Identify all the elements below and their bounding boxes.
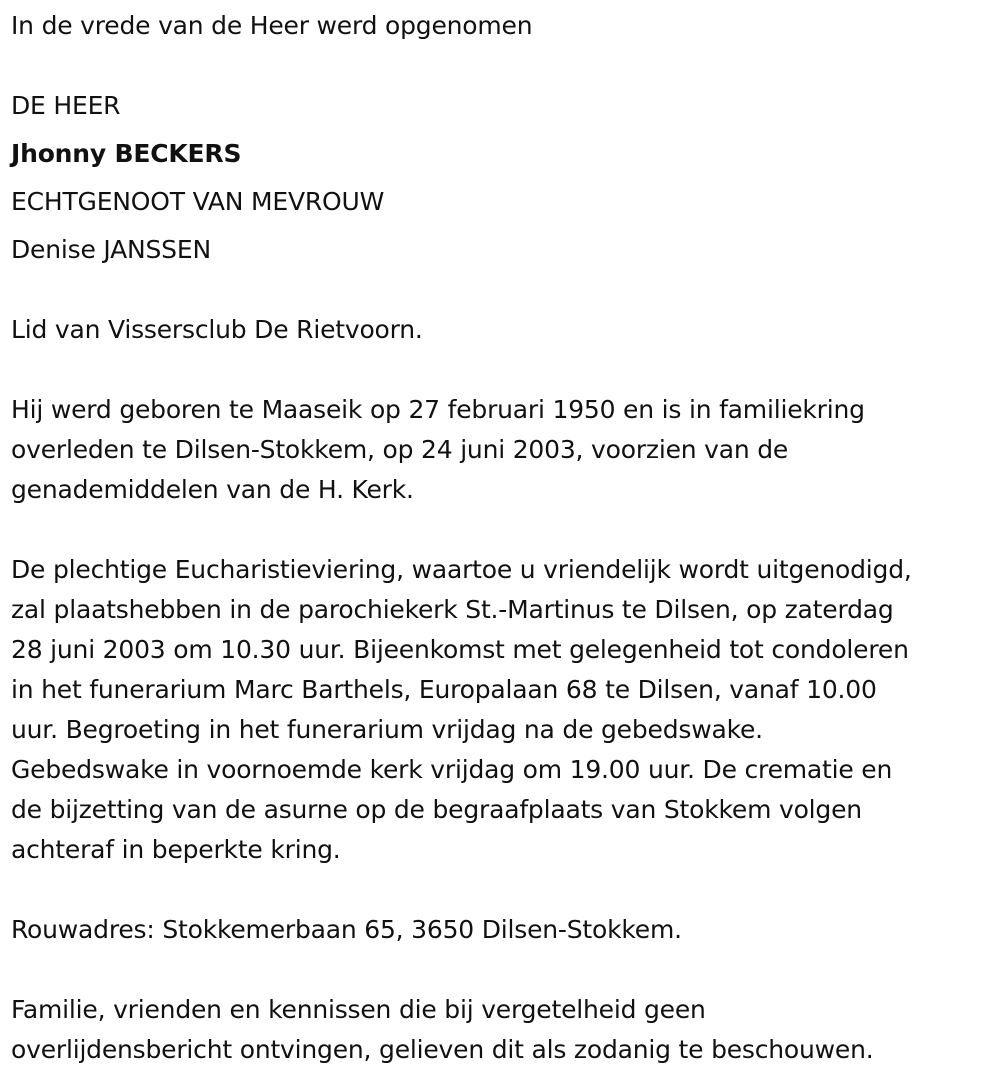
title-line: DE HEER [11,91,121,120]
spacer [11,270,996,310]
paragraph-line: overlijdensbericht ontvingen, gelieven dit als zodanig te beschouwen. [11,1035,874,1064]
obituary-notice [11,6,996,1070]
spacer [11,510,996,550]
paragraph-line: in het funerarium Marc Barthels, Europalaan 68 te Dilsen, vanaf 10.00 [11,675,877,704]
paragraph-line: Hij werd geboren te Maaseik op 27 februari 1950 en is in familiekring [11,395,865,424]
birth-paragraph [11,390,996,510]
paragraph-line: uur. Begroeting in het funerarium vrijdag na de gebedswake. [11,715,763,744]
spacer [11,870,996,910]
membership-text: Lid van Vissersclub De Rietvoorn. [11,315,423,344]
intro-text: In de vrede van de Heer werd opgenomen [11,11,533,40]
paragraph-line: overleden te Dilsen-Stokkem, op 24 juni 2003, voorzien van de [11,435,789,464]
paragraph-line: Gebedswake in voornoemde kerk vrijdag om 19.00 uur. De crematie en [11,755,893,784]
paragraph-line: genademiddelen van de H. Kerk. [11,475,414,504]
paragraph-line: zal plaatshebben in de parochiekerk St.-Martinus te Dilsen, op zaterdag [11,595,894,624]
paragraph-line: De plechtige Eucharistieviering, waartoe u vriendelijk wordt uitgenodigd, [11,555,912,584]
spacer [11,46,996,86]
mourning-address: Rouwadres: Stokkemerbaan 65, 3650 Dilsen-Stokkem. [11,915,682,944]
spouse-label: ECHTGENOOT VAN MEVROUW [11,187,385,216]
paragraph-line: Familie, vrienden en kennissen die bij vergetelheid geen [11,995,706,1024]
spouse-name: Denise JANSSEN [11,235,211,264]
ceremony-paragraph [11,550,996,870]
spacer [11,950,996,990]
deceased-name: Jhonny BECKERS [11,139,242,168]
paragraph-line: achteraf in beperkte kring. [11,835,341,864]
paragraph-line: de bijzetting van de asurne op de begraafplaats van Stokkem volgen [11,795,862,824]
spacer [11,350,996,390]
paragraph-line: 28 juni 2003 om 10.30 uur. Bijeenkomst met gelegenheid tot condoleren [11,635,909,664]
closing-paragraph [11,990,996,1070]
